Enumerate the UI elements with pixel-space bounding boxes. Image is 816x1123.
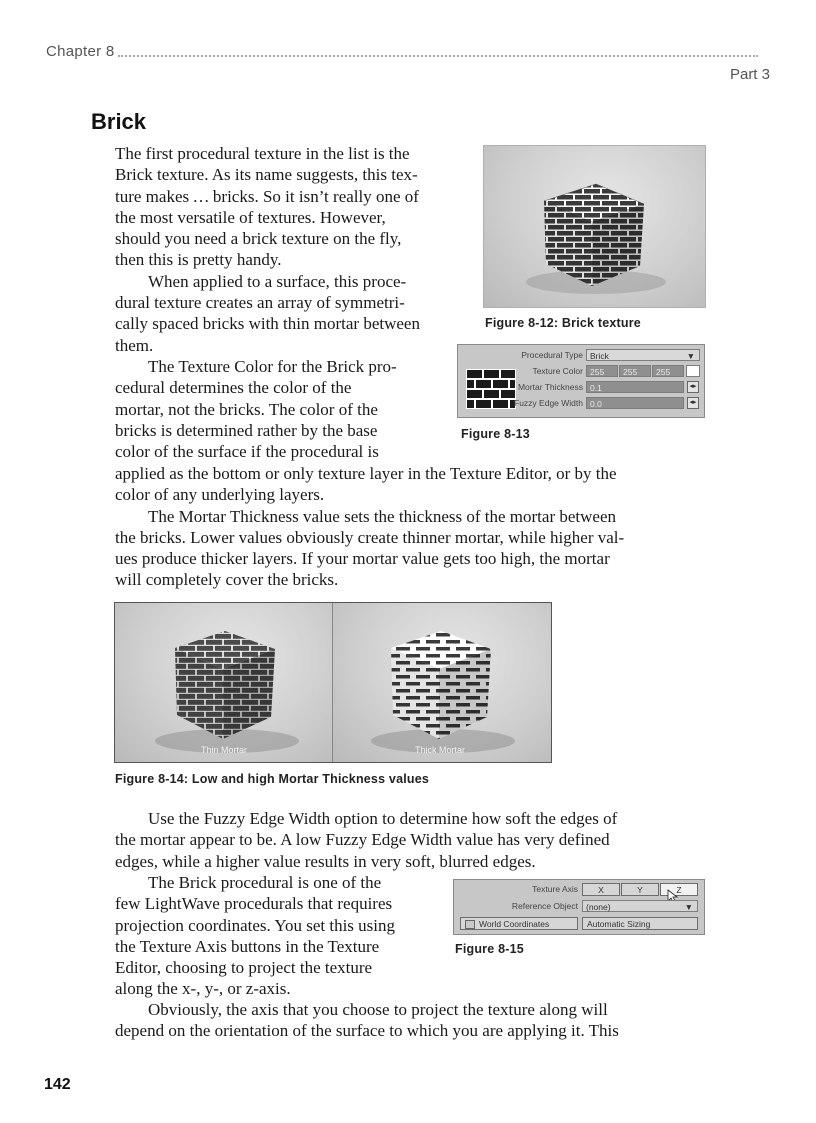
chapter-header: Chapter 8 bbox=[46, 43, 115, 60]
text-line: edges, while a higher value results in very soft, blurred edges. bbox=[115, 851, 536, 871]
text-line: Brick texture. As its name suggests, this tex- bbox=[115, 165, 418, 185]
text-line: should you need a brick texture on the fly, bbox=[115, 229, 402, 249]
mortar-thickness-slider-icon[interactable]: ◂▸ bbox=[687, 381, 699, 393]
page-number: 142 bbox=[44, 1076, 71, 1093]
paragraph-intro bbox=[115, 143, 475, 462]
automatic-sizing-button[interactable]: Automatic Sizing bbox=[582, 917, 698, 930]
fuzzy-edge-width-slider-icon[interactable]: ◂▸ bbox=[687, 397, 699, 409]
axis-x-button[interactable]: X bbox=[582, 883, 620, 896]
text-line: the mortar appear to be. A low Fuzzy Edge Width value has very defined bbox=[115, 830, 610, 850]
mortar-thickness-label: Mortar Thickness bbox=[517, 382, 583, 392]
text-line: Use the Fuzzy Edge Width option to determine how soft the edges of bbox=[148, 809, 618, 828]
text-line: The Mortar Thickness value sets the thickness of the mortar between bbox=[148, 506, 616, 526]
text-line: The Texture Color for the Brick pro- bbox=[148, 356, 397, 376]
text-line: Editor, choosing to project the texture bbox=[115, 958, 373, 978]
procedural-type-label: Procedural Type bbox=[521, 350, 583, 360]
figure-8-12-image bbox=[483, 145, 706, 308]
text-line: the most versatile of textures. However, bbox=[115, 207, 386, 227]
part-header: Part 3 bbox=[729, 66, 770, 83]
text-line: then this is pretty handy. bbox=[115, 250, 282, 270]
texture-color-g-field[interactable]: 255 bbox=[619, 365, 651, 377]
text-line: cedural determines the color of the bbox=[115, 378, 352, 398]
procedural-type-select[interactable] bbox=[586, 349, 700, 361]
mortar-thickness-field[interactable]: 0.1 bbox=[586, 381, 684, 393]
thin-mortar-render bbox=[115, 603, 332, 762]
text-line: The first procedural texture in the list is the bbox=[115, 144, 410, 163]
chevron-down-icon: ▼ bbox=[684, 902, 693, 912]
text-line: When applied to a surface, this proce- bbox=[148, 271, 407, 291]
axis-y-button[interactable]: Y bbox=[621, 883, 659, 896]
text-line: along the x-, y-, or z-axis. bbox=[115, 979, 291, 999]
paragraph-axis bbox=[115, 999, 715, 1042]
thick-mortar-label: Thick Mortar bbox=[415, 745, 466, 755]
figure-8-15-caption: Figure 8-15 bbox=[455, 942, 524, 956]
axis-z-button[interactable]: Z bbox=[660, 883, 698, 896]
text-line: cally spaced bricks with thin mortar between bbox=[115, 314, 420, 334]
figure-8-12-caption: Figure 8-12: Brick texture bbox=[485, 316, 641, 330]
reference-object-label: Reference Object bbox=[511, 901, 578, 911]
text-line: mortar, not the bricks. The color of the bbox=[115, 399, 378, 419]
texture-axis-label: Texture Axis bbox=[532, 884, 578, 894]
world-coordinates-label: World Coordinates bbox=[479, 919, 550, 929]
figure-8-13-panel bbox=[457, 344, 705, 418]
text-line: applied as the bottom or only texture layer in the Texture Editor, or by the bbox=[115, 464, 617, 483]
procedural-type-value: Brick bbox=[590, 351, 609, 361]
checkbox-icon bbox=[465, 920, 475, 929]
reference-object-select[interactable] bbox=[582, 900, 698, 912]
figure-8-14-image bbox=[114, 602, 552, 763]
texture-color-swatch[interactable] bbox=[686, 365, 700, 377]
figure-8-15-panel bbox=[453, 879, 705, 935]
figure-8-13-caption: Figure 8-13 bbox=[461, 427, 530, 441]
header-dot-leader bbox=[118, 41, 758, 57]
thick-mortar-render bbox=[333, 603, 551, 762]
paragraph-fuzzy-edge bbox=[115, 808, 715, 872]
reference-object-value: (none) bbox=[586, 902, 611, 912]
text-line: dural texture creates an array of symmetri- bbox=[115, 293, 405, 313]
texture-color-r-field[interactable]: 255 bbox=[586, 365, 618, 377]
paragraph-projection bbox=[115, 872, 445, 1000]
text-line: few LightWave procedurals that requires bbox=[115, 894, 393, 914]
text-line: them. bbox=[115, 335, 154, 355]
text-line: depend on the orientation of the surface to which you are applying it. This bbox=[115, 1021, 619, 1041]
texture-color-label: Texture Color bbox=[532, 366, 583, 376]
text-line: projection coordinates. You set this using bbox=[115, 915, 396, 935]
world-coordinates-toggle[interactable] bbox=[460, 917, 578, 930]
paragraph-full-1 bbox=[115, 463, 715, 591]
section-title: Brick bbox=[91, 109, 147, 134]
text-line: The Brick procedural is one of the bbox=[148, 873, 382, 892]
text-line: color of any underlying layers. bbox=[115, 485, 325, 505]
thin-mortar-label: Thin Mortar bbox=[201, 745, 248, 755]
text-line: the Texture Axis buttons in the Texture bbox=[115, 936, 380, 956]
text-line: ues produce thicker layers. If your mortar value gets too high, the mortar bbox=[115, 549, 610, 569]
figure-8-14-caption: Figure 8-14: Low and high Mortar Thickness values bbox=[115, 772, 430, 786]
text-line: will completely cover the bricks. bbox=[115, 570, 339, 590]
text-line: color of the surface if the procedural is bbox=[115, 442, 379, 462]
text-line: the bricks. Lower values obviously create thinner mortar, while higher val- bbox=[115, 527, 625, 547]
chevron-down-icon: ▼ bbox=[686, 351, 695, 361]
texture-color-b-field[interactable]: 255 bbox=[652, 365, 684, 377]
fuzzy-edge-width-field[interactable]: 0.0 bbox=[586, 397, 684, 409]
text-line: ture makes … bricks. So it isn’t really one of bbox=[115, 186, 419, 206]
text-line: bricks is determined rather by the base bbox=[115, 420, 378, 440]
fuzzy-edge-width-label: Fuzzy Edge Width bbox=[514, 398, 583, 408]
text-line: Obviously, the axis that you choose to project the texture along will bbox=[148, 1000, 608, 1019]
